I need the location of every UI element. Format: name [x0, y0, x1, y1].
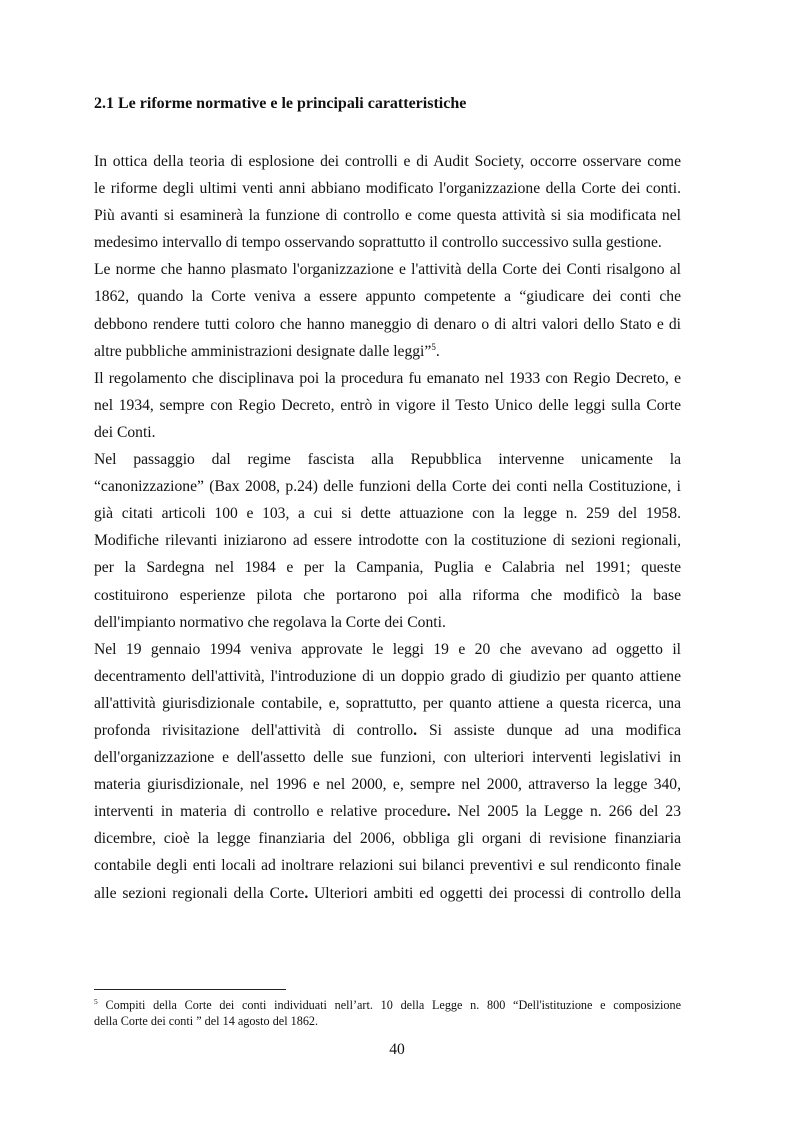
text-line: debbono rendere tutti coloro che hanno maneggio di denaro o di altri valori dello Stato e di	[94, 315, 681, 333]
text-line: Nel passaggio dal regime fascista alla Repubblica intervenne unicamente la	[94, 451, 681, 469]
text-line: Nel 19 gennaio 1994 veniva approvate le leggi 19 e 20 che avevano ad oggetto il	[94, 640, 681, 658]
text-line: dei Conti.	[94, 423, 156, 441]
footnote-separator	[94, 989, 286, 990]
text-line: Modifiche rilevanti iniziarono ad essere introdotte con la costituzione di sezioni regionali,	[94, 532, 681, 550]
footnote	[94, 997, 681, 1029]
bold-period: .	[304, 884, 309, 902]
body-text	[94, 148, 681, 907]
text-line: medesimo intervallo di tempo osservando soprattutto il controllo successivo sulla gestione.	[94, 234, 662, 252]
text-fragment: altre pubbliche amministrazioni designate dalle leggi”	[94, 342, 432, 360]
text-line: In ottica della teoria di esplosione dei controlli e di Audit Society, occorre osservare come	[94, 153, 681, 170]
text-fragment: Ulteriori ambiti ed oggetti dei processi di controllo della	[308, 884, 681, 902]
bold-period: .	[446, 803, 451, 821]
text-line: materia giurisdizionale, nel 1996 e nel 2000, e, sempre nel 2000, attraverso la legge 340,	[94, 776, 681, 794]
text-line	[94, 798, 681, 825]
text-line: dell'impianto normativo che regolava la Corte dei Conti.	[94, 613, 446, 631]
text-fragment: interventi in materia di controllo e relative procedure	[94, 803, 447, 821]
text-line: 1862, quando la Corte veniva a essere appunto competente a “giudicare dei conti che	[94, 288, 681, 306]
text-fragment: profonda rivisitazione dell'attività di controllo	[94, 721, 414, 739]
text-fragment: Si assiste dunque ad una modifica	[417, 721, 682, 739]
text-line: le riforme degli ultimi venti anni abbiano modificato l'organizzazione della Corte dei conti.	[94, 180, 681, 198]
text-line: decentramento dell'attività, l'introduzione di un doppio grado di giudizio per quanto attiene	[94, 667, 681, 685]
text-line: Le norme che hanno plasmato l'organizzazione e l'attività della Corte dei Conti risalgono al	[94, 261, 681, 279]
footnote-line	[94, 997, 681, 1013]
text-line: costituirono esperienze pilota che portarono poi alla riforma che modificò la base	[94, 586, 681, 604]
text-fragment: alle sezioni regionali della Corte	[94, 884, 305, 902]
text-line: Più avanti si esaminerà la funzione di controllo e come questa attività si sia modificata nel	[94, 207, 681, 225]
footnote-line: della Corte dei conti ” del 14 agosto del 1862.	[94, 1014, 319, 1028]
bold-period: .	[413, 721, 418, 739]
text-line: per la Sardegna nel 1984 e per la Campania, Puglia e Calabria nel 1991; queste	[94, 559, 681, 577]
text-line: “canonizzazione” (Bax 2008, p.24) delle funzioni della Corte dei conti nella Costituzione, i	[94, 478, 681, 496]
text-line: contabile degli enti locali ad inoltrare relazioni sui bilanci preventivi e sul rendiconto finale	[94, 857, 681, 875]
page-number: 40	[389, 1041, 405, 1058]
text-line: dicembre, cioè la legge finanziaria del 2006, obbliga gli organi di revisione finanziaria	[94, 830, 681, 848]
text-line	[94, 880, 681, 907]
text-line: nel 1934, sempre con Regio Decreto, entrò in vigore il Testo Unico delle leggi sulla Corte	[94, 396, 681, 414]
text-fragment: Nel 2005 la Legge n. 266 del 23	[450, 803, 681, 821]
text-line: dell'organizzazione e dell'assetto delle sue funzioni, con ulteriori interventi legislativi in	[94, 749, 681, 767]
text-fragment: .	[435, 342, 440, 360]
text-line: già citati articoli 100 e 103, a cui si dette attuazione con la legge n. 259 del 1958.	[94, 505, 681, 523]
text-line	[94, 338, 681, 365]
footnote-reference: 5	[431, 341, 436, 352]
section-heading: 2.1 Le riforme normative e le principali caratteristiche	[94, 95, 467, 112]
footnote-text: Compiti della Corte dei conti individuati nell’art. 10 della Legge n. 800 “Dell'istituzione e composizione	[97, 998, 681, 1012]
text-line: Il regolamento che disciplinava poi la procedura fu emanato nel 1933 con Regio Decreto, e	[94, 369, 681, 387]
footnote-number: 5	[94, 996, 98, 1006]
text-line: all'attività giurisdizionale contabile, e, soprattutto, per quanto attiene a questa ricerca, una	[94, 694, 681, 712]
text-line	[94, 717, 681, 744]
